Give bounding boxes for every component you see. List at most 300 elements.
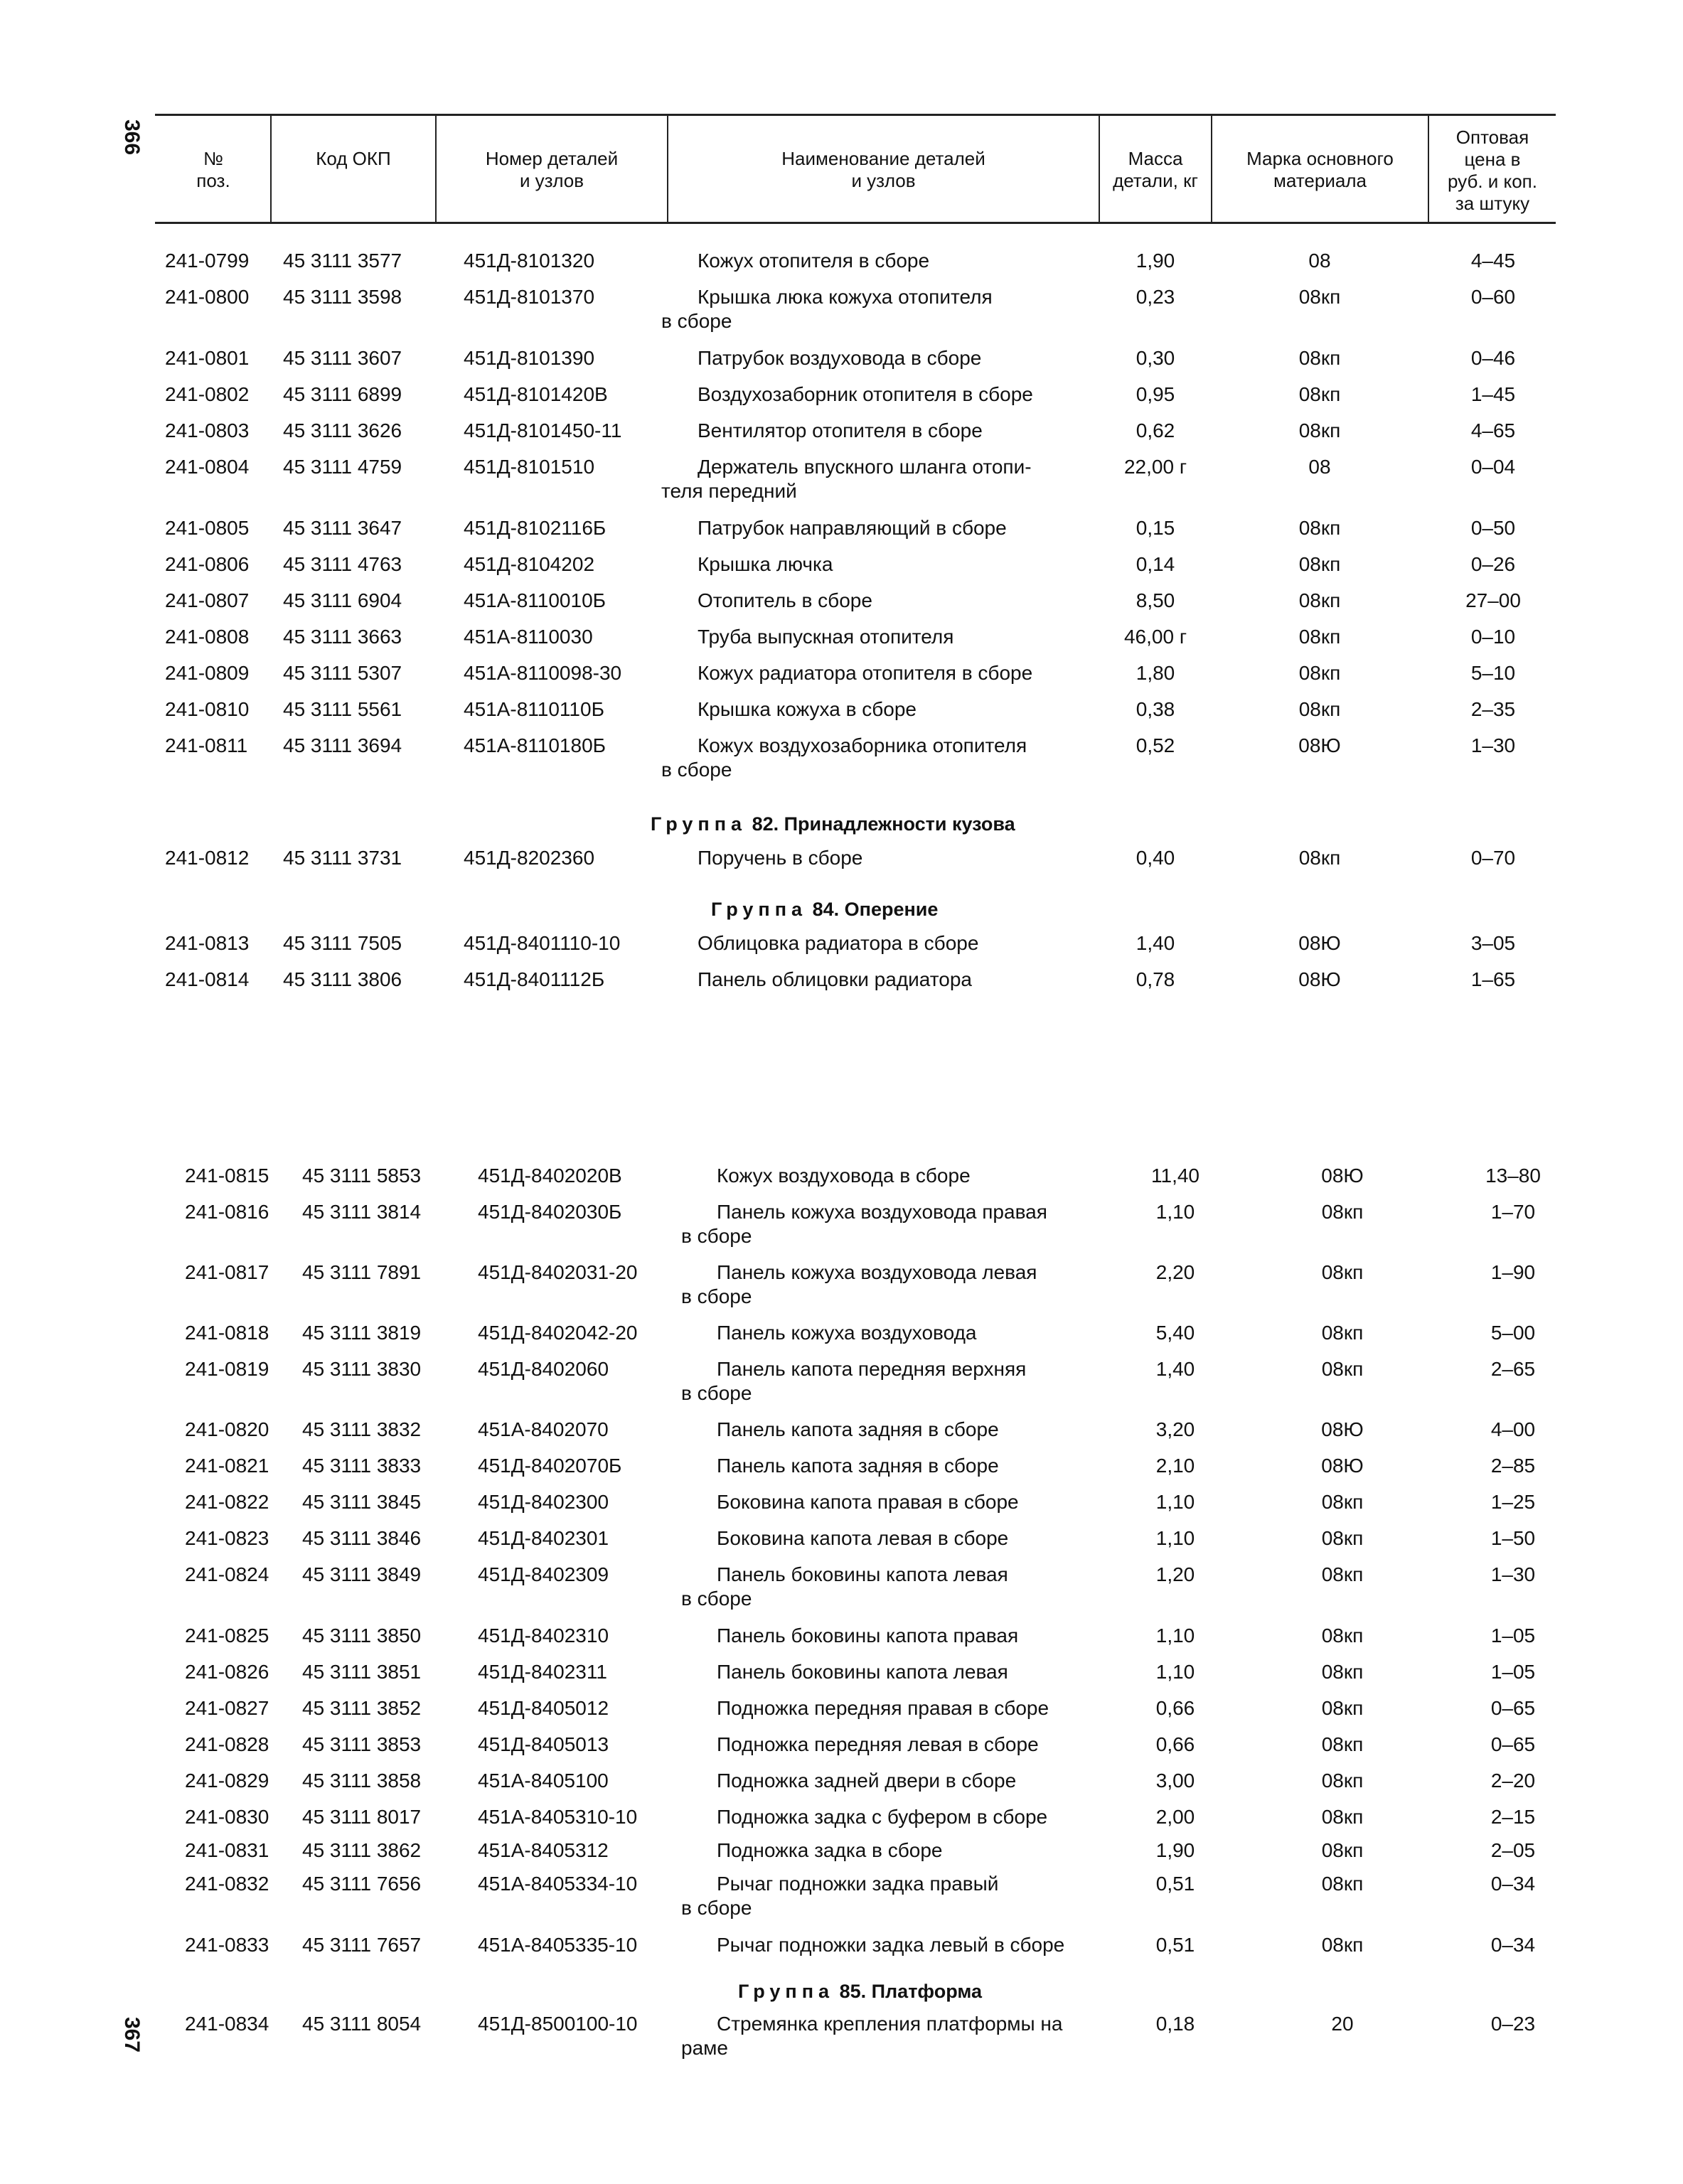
table-row — [0, 1200, 1683, 1247]
row-part-name — [681, 1260, 1122, 1309]
row-part-name-line: Поручень в сборе — [698, 847, 863, 869]
row-part-name-continuation: в сборе — [681, 1588, 752, 1610]
row-part-name — [681, 1200, 1122, 1248]
row-part-name-line: Кожух радиатора отопителя в сборе — [698, 662, 1033, 684]
row-part-number: 451Д-8405012 — [478, 1697, 609, 1719]
row-mass: 3,20 — [1155, 1418, 1195, 1440]
row-okp: 45 3111 7656 — [302, 1873, 422, 1895]
row-part-name-line: Подножка задка с буфером в сборе — [717, 1806, 1048, 1828]
row-part-number: 451Д-8101510 — [464, 456, 595, 478]
row-okp: 45 3111 4759 — [283, 456, 402, 478]
page-number-top: 366 — [120, 119, 144, 156]
row-mass: 1,10 — [1155, 1661, 1195, 1683]
row-mass: 0,38 — [1136, 698, 1175, 720]
row-material: 08кп — [1298, 419, 1341, 441]
row-part-name — [661, 697, 1102, 722]
row-okp: 45 3111 7657 — [302, 1934, 422, 1956]
row-part-number: 451А-8405335-10 — [478, 1934, 638, 1956]
row-okp: 45 3111 3858 — [302, 1770, 422, 1792]
row-part-name-line: Крышка люка кожуха отопителя — [698, 286, 993, 308]
table-row — [0, 734, 1683, 781]
row-material: 08кп — [1298, 698, 1341, 720]
row-pos: 241-0815 — [185, 1165, 269, 1187]
row-mass: 1,40 — [1155, 1358, 1195, 1380]
row-price: 0–50 — [1470, 517, 1516, 539]
row-okp: 45 3111 7891 — [302, 1261, 422, 1283]
row-part-name-line: Кожух воздухозаборника отопителя — [698, 734, 1027, 756]
row-price: 1–05 — [1490, 1661, 1536, 1683]
row-okp: 45 3111 3607 — [283, 347, 402, 369]
row-okp: 45 3111 3626 — [283, 419, 402, 441]
row-material: 08кп — [1298, 847, 1341, 869]
row-okp: 45 3111 3849 — [302, 1563, 422, 1585]
row-part-number: 451А-8110098-30 — [464, 662, 622, 684]
row-mass: 1,10 — [1155, 1624, 1195, 1647]
row-mass: 0,51 — [1155, 1934, 1195, 1956]
row-mass: 0,66 — [1155, 1697, 1195, 1719]
row-part-name-continuation: в сборе — [681, 1225, 752, 1247]
group-82-heading — [651, 813, 1015, 835]
row-part-number: 451А-8405334-10 — [478, 1873, 638, 1895]
row-price: 0–34 — [1490, 1934, 1536, 1956]
row-part-name — [661, 419, 1102, 443]
row-part-name-line: Вентилятор отопителя в сборе — [698, 419, 983, 441]
group-title: 85. Платформа — [839, 1981, 982, 2002]
row-mass: 1,20 — [1155, 1563, 1195, 1585]
row-part-number: 451Д-8402311 — [478, 1661, 607, 1683]
row-price: 27–00 — [1465, 589, 1521, 611]
row-okp: 45 3111 3830 — [302, 1358, 422, 1380]
table-row — [0, 1418, 1683, 1453]
table-row — [0, 285, 1683, 332]
row-mass: 0,66 — [1155, 1733, 1195, 1755]
page-number-bottom: 367 — [120, 2016, 144, 2053]
row-part-number: 451Д-8101450-11 — [464, 419, 622, 441]
header-okp: Код ОКП — [316, 148, 391, 169]
row-mass: 0,52 — [1136, 734, 1175, 756]
table-row — [0, 346, 1683, 382]
row-part-name-continuation: в сборе — [661, 759, 732, 781]
row-mass: 0,15 — [1136, 517, 1175, 539]
row-part-name-line: Подножка задка в сборе — [717, 1839, 943, 1861]
row-part-name — [681, 1838, 1122, 1863]
row-part-name — [661, 382, 1102, 407]
row-part-number: 451Д-8202360 — [464, 847, 595, 869]
table-row — [0, 516, 1683, 552]
row-price: 2–85 — [1490, 1455, 1536, 1477]
row-material: 08Ю — [1321, 1455, 1364, 1477]
row-mass: 0,62 — [1136, 419, 1175, 441]
table-row — [0, 1769, 1683, 1804]
row-part-name — [661, 661, 1102, 685]
row-okp: 45 3111 3694 — [283, 734, 402, 756]
row-price: 0–26 — [1470, 553, 1516, 575]
row-part-number: 451А-8110030 — [464, 626, 593, 648]
group-title: 82. Принадлежности кузова — [752, 813, 1015, 835]
row-okp: 45 3111 6899 — [283, 383, 402, 405]
row-pos: 241-0813 — [165, 932, 250, 954]
row-price: 3–05 — [1470, 932, 1516, 954]
row-price: 2–20 — [1490, 1770, 1536, 1792]
row-material: 08кп — [1321, 1806, 1364, 1828]
row-okp: 45 3111 5561 — [283, 698, 402, 720]
row-part-name-line: Панель боковины капота левая — [717, 1661, 1008, 1683]
row-mass: 0,30 — [1136, 347, 1175, 369]
row-part-number: 451А-8405100 — [478, 1770, 609, 1792]
row-part-name-continuation: в сборе — [681, 1285, 752, 1307]
row-part-name — [661, 455, 1102, 503]
table-row — [0, 1805, 1683, 1841]
row-mass: 1,90 — [1136, 250, 1175, 272]
row-part-name-line: Крышка лючка — [698, 553, 833, 575]
row-part-name — [681, 1526, 1122, 1551]
row-pos: 241-0800 — [165, 286, 250, 308]
row-okp: 45 3111 3819 — [302, 1322, 422, 1344]
row-part-name-line: Панель кожуха воздуховода левая — [717, 1261, 1037, 1283]
row-price: 4–45 — [1470, 250, 1516, 272]
row-part-number: 451Д-8401112Б — [464, 968, 605, 990]
row-part-name — [661, 552, 1102, 577]
table-row — [0, 661, 1683, 697]
row-pos: 241-0823 — [185, 1527, 269, 1549]
row-material: 08кп — [1298, 517, 1341, 539]
row-pos: 241-0799 — [165, 250, 250, 272]
row-mass: 0,18 — [1155, 2013, 1195, 2035]
row-part-name-line: Панель капота задняя в сборе — [717, 1455, 999, 1477]
row-part-number: 451Д-8402300 — [478, 1491, 609, 1513]
row-okp: 45 3111 3833 — [302, 1455, 422, 1477]
row-material: 08кп — [1321, 1358, 1364, 1380]
row-material: 08кп — [1298, 589, 1341, 611]
row-part-name — [681, 1696, 1122, 1720]
header-pos: № поз. — [196, 148, 230, 191]
row-material: 08 — [1308, 250, 1331, 272]
row-okp: 45 3111 3846 — [302, 1527, 422, 1549]
row-part-name — [681, 1660, 1122, 1684]
row-pos: 241-0830 — [185, 1806, 269, 1828]
table-row — [0, 2012, 1683, 2059]
row-mass: 1,10 — [1155, 1201, 1195, 1223]
row-pos: 241-0833 — [185, 1934, 269, 1956]
row-part-name-line: Подножка задней двери в сборе — [717, 1770, 1017, 1792]
table-row — [0, 968, 1683, 1003]
row-material: 08кп — [1298, 383, 1341, 405]
row-pos: 241-0825 — [185, 1624, 269, 1647]
row-material: 08кп — [1298, 286, 1341, 308]
row-okp: 45 3111 3851 — [302, 1661, 422, 1683]
row-mass: 1,90 — [1155, 1839, 1195, 1861]
row-part-name-line: Панель капота задняя в сборе — [717, 1418, 999, 1440]
row-pos: 241-0805 — [165, 517, 250, 539]
row-part-number: 451Д-8101370 — [464, 286, 595, 308]
row-price: 0–04 — [1470, 456, 1516, 478]
row-part-number: 451Д-8402042-20 — [478, 1322, 638, 1344]
row-pos: 241-0804 — [165, 456, 250, 478]
row-price: 0–65 — [1490, 1697, 1536, 1719]
row-okp: 45 3111 3832 — [302, 1418, 422, 1440]
row-part-name-line: Подножка передняя левая в сборе — [717, 1733, 1039, 1755]
row-part-name-continuation: теля передний — [661, 480, 797, 502]
row-part-name — [661, 346, 1102, 370]
row-pos: 241-0819 — [185, 1358, 269, 1380]
row-part-name — [661, 589, 1102, 613]
row-material: 08Ю — [1298, 968, 1341, 990]
row-pos: 241-0812 — [165, 847, 250, 869]
row-pos: 241-0816 — [185, 1201, 269, 1223]
row-part-name — [681, 1164, 1122, 1188]
table-row — [0, 697, 1683, 733]
row-part-name-line: Панель капота передняя верхняя — [717, 1358, 1027, 1380]
row-part-number: 451Д-8402020В — [478, 1165, 622, 1187]
row-part-number: 451Д-8402031-20 — [478, 1261, 638, 1283]
table-row — [0, 589, 1683, 624]
row-part-name-continuation: раме — [681, 2037, 728, 2059]
table-row — [0, 419, 1683, 454]
row-part-name — [661, 846, 1102, 870]
row-material: 08кп — [1321, 1770, 1364, 1792]
row-price: 1–25 — [1490, 1491, 1536, 1513]
row-material: 20 — [1331, 2013, 1354, 2035]
row-material: 08кп — [1321, 1934, 1364, 1956]
row-mass: 3,00 — [1155, 1770, 1195, 1792]
row-part-number: 451Д-8102116Б — [464, 517, 607, 539]
row-price: 2–05 — [1490, 1839, 1536, 1861]
row-price: 2–35 — [1470, 698, 1516, 720]
group-label: Группа — [651, 813, 747, 835]
row-okp: 45 3111 5853 — [302, 1165, 422, 1187]
row-pos: 241-0829 — [185, 1770, 269, 1792]
row-pos: 241-0832 — [185, 1873, 269, 1895]
row-part-name-line: Труба выпускная отопителя — [698, 626, 954, 648]
row-part-name-line: Стремянка крепления платформы на — [717, 2013, 1063, 2035]
row-part-name — [681, 1321, 1122, 1345]
row-part-name — [661, 968, 1102, 992]
row-price: 0–10 — [1470, 626, 1516, 648]
row-part-name — [661, 249, 1102, 273]
row-part-name-line: Боковина капота левая в сборе — [717, 1527, 1009, 1549]
row-part-name — [681, 2012, 1122, 2060]
row-mass: 5,40 — [1155, 1322, 1195, 1344]
row-mass: 0,23 — [1136, 286, 1175, 308]
row-part-name — [661, 516, 1102, 540]
row-material: 08кп — [1321, 1733, 1364, 1755]
row-part-name-line: Кожух отопителя в сборе — [698, 250, 930, 272]
row-part-number: 451А-8110110Б — [464, 698, 604, 720]
row-material: 08кп — [1321, 1491, 1364, 1513]
row-price: 0–46 — [1470, 347, 1516, 369]
row-pos: 241-0828 — [185, 1733, 269, 1755]
table-row — [0, 1660, 1683, 1696]
row-part-name-line: Рычаг подножки задка правый — [717, 1873, 999, 1895]
row-pos: 241-0810 — [165, 698, 250, 720]
row-price: 1–30 — [1470, 734, 1516, 756]
row-part-number: 451Д-8402310 — [478, 1624, 609, 1647]
row-part-name — [661, 931, 1102, 956]
table-row — [0, 1696, 1683, 1732]
row-material: 08 — [1308, 456, 1331, 478]
row-pos: 241-0807 — [165, 589, 250, 611]
row-price: 0–23 — [1490, 2013, 1536, 2035]
row-part-number: 451А-8110010Б — [464, 589, 607, 611]
row-pos: 241-0809 — [165, 662, 250, 684]
row-pos: 241-0803 — [165, 419, 250, 441]
row-material: 08кп — [1321, 1322, 1364, 1344]
row-part-name-line: Держатель впускного шланга отопи- — [698, 456, 1032, 478]
row-material: 08кп — [1298, 347, 1341, 369]
group-85-heading — [738, 1981, 982, 2003]
table-row — [0, 846, 1683, 882]
row-part-number: 451Д-8101420В — [464, 383, 608, 405]
row-part-number: 451Д-8402030Б — [478, 1201, 622, 1223]
row-material: 08кп — [1321, 1873, 1364, 1895]
row-price: 0–60 — [1470, 286, 1516, 308]
row-part-number: 451А-8405312 — [478, 1839, 609, 1861]
row-pos: 241-0821 — [185, 1455, 269, 1477]
row-part-number: 451Д-8402060 — [478, 1358, 609, 1380]
row-material: 08кп — [1321, 1201, 1364, 1223]
row-price: 1–30 — [1490, 1563, 1536, 1585]
row-mass: 2,10 — [1155, 1455, 1195, 1477]
row-part-name-line: Панель кожуха воздуховода правая — [717, 1201, 1047, 1223]
row-mass: 1,10 — [1155, 1527, 1195, 1549]
row-part-name — [681, 1872, 1122, 1920]
row-okp: 45 3111 4763 — [283, 553, 402, 575]
row-price: 2–65 — [1490, 1358, 1536, 1380]
row-part-name — [681, 1624, 1122, 1648]
row-part-name — [681, 1418, 1122, 1442]
row-part-name-line: Отопитель в сборе — [698, 589, 872, 611]
row-pos: 241-0822 — [185, 1491, 269, 1513]
row-part-name-line: Панель боковины капота левая — [717, 1563, 1008, 1585]
row-pos: 241-0814 — [165, 968, 250, 990]
row-material: 08кп — [1321, 1697, 1364, 1719]
row-part-number: 451Д-8402309 — [478, 1563, 609, 1585]
row-okp: 45 3111 3862 — [302, 1839, 422, 1861]
row-part-name-line: Подножка передняя правая в сборе — [717, 1697, 1049, 1719]
row-mass: 8,50 — [1136, 589, 1175, 611]
row-okp: 45 3111 3647 — [283, 517, 402, 539]
table-row — [0, 1526, 1683, 1562]
table-row — [0, 1260, 1683, 1307]
table-row — [0, 455, 1683, 502]
header-price: Оптовая цена в руб. и коп. за штуку — [1448, 127, 1537, 214]
row-okp: 45 3111 3852 — [302, 1697, 422, 1719]
table-row — [0, 625, 1683, 660]
table-row — [0, 382, 1683, 418]
row-part-name-line: Патрубок воздуховода в сборе — [698, 347, 982, 369]
row-okp: 45 3111 3577 — [283, 250, 402, 272]
row-part-number: 451Д-8104202 — [464, 553, 595, 575]
row-okp: 45 3111 6904 — [283, 589, 402, 611]
table-row — [0, 1933, 1683, 1969]
row-pos: 241-0826 — [185, 1661, 269, 1683]
row-mass: 46,00 г — [1123, 626, 1187, 648]
row-part-name — [661, 734, 1102, 782]
row-pos: 241-0831 — [185, 1839, 269, 1861]
row-okp: 45 3111 7505 — [283, 932, 402, 954]
row-price: 2–15 — [1490, 1806, 1536, 1828]
row-part-name-line: Кожух воздуховода в сборе — [717, 1165, 971, 1187]
row-part-name-continuation: в сборе — [681, 1897, 752, 1919]
row-okp: 45 3111 3806 — [283, 968, 402, 990]
row-okp: 45 3111 5307 — [283, 662, 402, 684]
row-mass: 22,00 г — [1123, 456, 1187, 478]
group-title: 84. Оперение — [812, 899, 939, 920]
row-part-number: 451Д-8402070Б — [478, 1455, 622, 1477]
table-row — [0, 1563, 1683, 1610]
table-row — [0, 552, 1683, 588]
table-row — [0, 1454, 1683, 1489]
table-row — [0, 1357, 1683, 1404]
row-material: 08кп — [1298, 662, 1341, 684]
row-part-number: 451Д-8101390 — [464, 347, 595, 369]
row-part-number: 451Д-8402301 — [478, 1527, 609, 1549]
row-part-name — [681, 1733, 1122, 1757]
row-part-name — [661, 285, 1102, 333]
row-price: 5–00 — [1490, 1322, 1536, 1344]
row-mass: 2,00 — [1155, 1806, 1195, 1828]
table-row — [0, 1624, 1683, 1659]
row-pos: 241-0827 — [185, 1697, 269, 1719]
table-row — [0, 1321, 1683, 1356]
row-material: 08кп — [1321, 1563, 1364, 1585]
row-mass: 0,40 — [1136, 847, 1175, 869]
header-top-rule — [155, 114, 1556, 116]
row-mass: 1,80 — [1136, 662, 1175, 684]
table-row — [0, 249, 1683, 284]
row-okp: 45 3111 3731 — [283, 847, 402, 869]
group-label: Группа — [738, 1981, 835, 2002]
row-mass: 1,10 — [1155, 1491, 1195, 1513]
group-84-heading — [711, 899, 938, 921]
row-part-name — [681, 1357, 1122, 1406]
row-part-name — [681, 1769, 1122, 1793]
row-pos: 241-0806 — [165, 553, 250, 575]
row-part-name — [681, 1454, 1122, 1478]
row-material: 08Ю — [1298, 734, 1341, 756]
row-okp: 45 3111 3850 — [302, 1624, 422, 1647]
row-part-name-line: Панель кожуха воздуховода — [717, 1322, 977, 1344]
header-part-name: Наименование деталей и узлов — [781, 148, 985, 191]
table-row — [0, 1838, 1683, 1874]
row-mass: 11,40 — [1151, 1165, 1200, 1187]
row-pos: 241-0820 — [185, 1418, 269, 1440]
row-pos: 241-0802 — [165, 383, 250, 405]
header-part-number: Номер деталей и узлов — [485, 148, 619, 191]
row-mass: 1,40 — [1136, 932, 1175, 954]
row-part-name — [681, 1933, 1122, 1957]
row-part-number: 451Д-8401110-10 — [464, 932, 621, 954]
row-price: 13–80 — [1485, 1165, 1541, 1187]
row-price: 1–50 — [1490, 1527, 1536, 1549]
row-price: 1–05 — [1490, 1624, 1536, 1647]
row-material: 08кп — [1321, 1261, 1364, 1283]
row-price: 4–00 — [1490, 1418, 1536, 1440]
header-mass: Масса детали, кг — [1113, 148, 1198, 191]
table-row — [0, 1490, 1683, 1526]
row-pos: 241-0801 — [165, 347, 250, 369]
row-okp: 45 3111 8017 — [302, 1806, 422, 1828]
row-part-name — [681, 1490, 1122, 1514]
row-pos: 241-0817 — [185, 1261, 269, 1283]
row-material: 08кп — [1321, 1527, 1364, 1549]
row-part-name-line: Крышка кожуха в сборе — [698, 698, 917, 720]
row-part-name-continuation: в сборе — [681, 1382, 752, 1404]
row-material: 08кп — [1321, 1839, 1364, 1861]
row-price: 1–90 — [1490, 1261, 1536, 1283]
row-mass: 2,20 — [1155, 1261, 1195, 1283]
row-material: 08Ю — [1321, 1165, 1364, 1187]
